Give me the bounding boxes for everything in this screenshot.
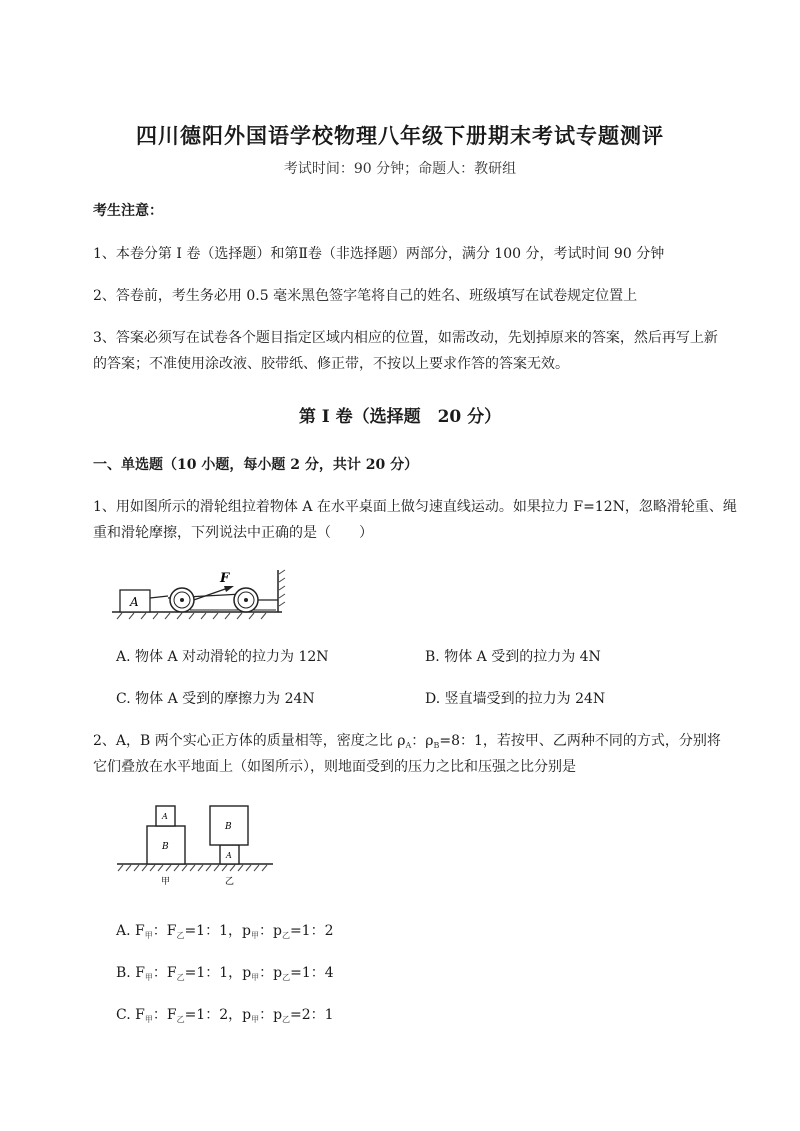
- q1-text-line1: 1、用如图所示的滑轮组拉着物体 A 在水平桌面上做匀速直线运动。如果拉力 F=12N，忽略滑轮重、绳: [93, 499, 737, 515]
- force-ratio: =1：2，: [184, 1007, 243, 1023]
- q1-block-label: A: [130, 595, 139, 609]
- pressure-symbol: p: [242, 965, 252, 981]
- pressure-ratio: =1：2: [289, 923, 334, 939]
- q2-yi-cube-b-label: B: [225, 822, 232, 832]
- subscript-jia: 甲: [144, 931, 153, 940]
- pressure-symbol: p: [242, 1007, 252, 1023]
- q2-option-letter: C.: [116, 1007, 131, 1023]
- pressure-ratio: =2：1: [290, 1007, 334, 1023]
- subscript-jia: 甲: [250, 931, 259, 940]
- q2-jia-cube-a-label: A: [162, 812, 168, 821]
- force-symbol: F: [135, 923, 145, 939]
- q1-option-b[interactable]: B. 物体 A 受到的拉力为 4N: [425, 649, 601, 665]
- q2-option-letter: B.: [116, 965, 131, 981]
- subscript-yi: 乙: [281, 931, 290, 940]
- subscript-jia: 甲: [251, 1015, 260, 1024]
- q1-option-d[interactable]: D. 竖直墙受到的拉力为 24N: [425, 691, 606, 707]
- q1-force-arrow: [224, 586, 234, 592]
- q2-jia-label: 甲: [161, 877, 171, 887]
- q2-option-letter: A.: [116, 923, 131, 939]
- q2-text-part1: 2、A，B 两个实心正方体的质量相等，密度之比 ρ: [93, 733, 406, 749]
- force-symbol: F: [135, 965, 145, 981]
- q2-yi-label: 乙: [225, 877, 235, 887]
- pressure-symbol: p: [272, 923, 282, 939]
- pressure-symbol: p: [273, 965, 283, 981]
- rho-a-subscript: A: [405, 741, 412, 750]
- subscript-jia: 甲: [144, 1015, 153, 1024]
- force-symbol: F: [166, 1007, 177, 1023]
- subscript-yi: 乙: [176, 973, 185, 982]
- pressure-symbol: p: [242, 923, 251, 939]
- subscript-jia: 甲: [144, 973, 153, 982]
- pressure-symbol: p: [273, 1007, 283, 1023]
- force-symbol: F: [166, 923, 177, 939]
- force-symbol: F: [135, 1007, 145, 1023]
- subscript-yi: 乙: [176, 1015, 185, 1024]
- q1-option-a[interactable]: A. 物体 A 对动滑轮的拉力为 12N: [116, 649, 329, 665]
- q2-text-line1: [93, 728, 721, 756]
- subscript-yi: 乙: [282, 1015, 291, 1024]
- q2-option-c[interactable]: C. $F_甲$：$F_乙=1$：2，$p_甲$：$p_乙=2$：1: [116, 1007, 334, 1024]
- q2-yi-cube-a-label: A: [226, 851, 232, 860]
- part-heading: 一、单选题（10 小题，每小题 2 分，共计 20 分）: [93, 457, 419, 473]
- notice-heading: 考生注意：: [93, 203, 163, 219]
- rho-b-subscript: B: [433, 741, 440, 750]
- force-ratio: =1：1，: [184, 923, 242, 939]
- exam-subtitle: 考试时间：90 分钟；命题人：教研组: [283, 161, 517, 177]
- q2-text-part2: ：ρ: [411, 733, 434, 749]
- notice-item-3-cont: 的答案；不准使用涂改液、胶带纸、修正带，不按以上要求作答的答案无效。: [93, 356, 569, 372]
- section-title: 第 I 卷（选择题 20 分）: [298, 407, 502, 427]
- force-ratio: =1：1，: [184, 965, 243, 981]
- q2-text-line2: 它们叠放在水平地面上（如图所示），则地面受到的压力之比和压强之比分别是: [93, 759, 576, 775]
- q2-stacked-cubes-figure: [115, 800, 275, 890]
- subscript-jia: 甲: [251, 973, 260, 982]
- notice-item-1: 1、本卷分第 I 卷（选择题）和第Ⅱ卷（非选择题）两部分，满分 100 分，考试时间 90 分钟: [93, 246, 665, 262]
- q2-text-part3: =8：1，若按甲、乙两种不同的方式，分别将: [439, 733, 721, 749]
- page-title: 四川德阳外国语学校物理八年级下册期末考试专题测评: [136, 123, 664, 148]
- notice-item-2: 2、答卷前，考生务必用 0.5 毫米黑色签字笔将自己的姓名、班级填写在试卷规定位置上: [93, 288, 638, 304]
- q1-option-c[interactable]: C. 物体 A 受到的摩擦力为 24N: [116, 691, 315, 707]
- q1-pulley-figure: [112, 566, 287, 620]
- q1-force-label: F: [220, 571, 230, 586]
- force-symbol: F: [166, 965, 177, 981]
- notice-item-3: 3、答案必须写在试卷各个题目指定区域内相应的位置，如需改动，先划掉原来的答案，然后再写上新: [93, 330, 718, 346]
- q2-option-a[interactable]: A. $F_甲$：$F_乙=1$：1，$p_甲$：$p_乙=1$：2: [116, 923, 334, 940]
- q2-option-b[interactable]: B. $F_甲$：$F_乙=1$：1，$p_甲$：$p_乙=1$：4: [116, 965, 334, 982]
- subscript-yi: 乙: [176, 931, 185, 940]
- q1-text-line2: 重和滑轮摩擦，下列说法中正确的是（ ）: [93, 525, 373, 541]
- q2-jia-cube-b-label: B: [162, 842, 169, 852]
- subscript-yi: 乙: [282, 973, 291, 982]
- pressure-ratio: =1：4: [290, 965, 334, 981]
